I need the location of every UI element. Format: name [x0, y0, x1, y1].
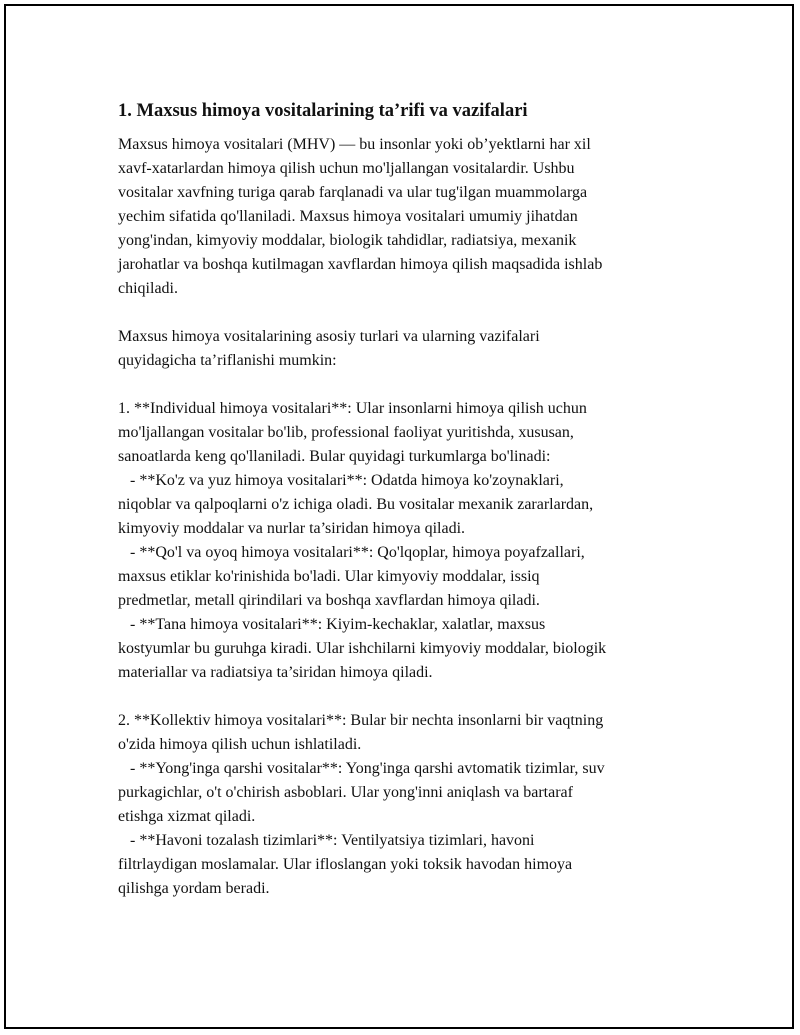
intro-paragraph [118, 133, 698, 301]
intro-line: yechim sifatida qo'llaniladi. Maxsus himoya vositalari umumiy jihatdan [118, 208, 578, 225]
types-intro-paragraph [118, 325, 698, 373]
intro-line: xavf-xatarlardan himoya qilish uchun mo'ljallangan vositalardir. Ushbu [118, 160, 575, 177]
section2-line: 2. **Kollektiv himoya vositalari**: Bular bir nechta insonlarni bir vaqtning [118, 712, 604, 729]
section1-line: niqoblar va qalpoqlarni o'z ichiga oladi. Bu vositalar mexanik zararlardan, [118, 496, 594, 513]
types-intro-line: quyidagicha ta’riflanishi mumkin: [118, 352, 337, 369]
section2-line: o'zida himoya qilish uchun ishlatiladi. [118, 736, 362, 753]
section2-line: etishga xizmat qiladi. [118, 808, 256, 825]
section1-line: mo'ljallangan vositalar bo'lib, professional faoliyat yuritishda, xususan, [118, 424, 574, 441]
intro-line: chiqiladi. [118, 280, 178, 297]
paragraph-gap [118, 373, 698, 397]
paragraph-gap [118, 685, 698, 709]
section1-line: kimyoviy moddalar va nurlar ta’siridan himoya qiladi. [118, 520, 466, 537]
individual-protection-section [118, 397, 698, 685]
section2-line: purkagichlar, o't o'chirish asboblari. Ular yong'inni aniqlash va bartaraf [118, 784, 573, 801]
section1-line: materiallar va radiatsiya ta’siridan himoya qiladi. [118, 664, 433, 681]
document-page [4, 4, 794, 1029]
intro-line: Maxsus himoya vositalari (MHV) — bu insonlar yoki ob’yektlarni har xil [118, 136, 591, 153]
intro-line: yong'indan, kimyoviy moddalar, biologik tahdidlar, radiatsiya, mexanik [118, 232, 577, 249]
paragraph-gap [118, 301, 698, 325]
section1-line: 1. **Individual himoya vositalari**: Ular insonlarni himoya qilish uchun [118, 400, 587, 417]
section2-line: qilishga yordam beradi. [118, 880, 270, 897]
section1-line: sanoatlarda keng qo'llaniladi. Bular quyidagi turkumlarga bo'linadi: [118, 448, 551, 465]
section-title: 1. Maxsus himoya vositalarining ta’rifi va vazifalari [118, 101, 528, 121]
intro-line: jarohatlar va boshqa kutilmagan xavflardan himoya qilish maqsadida ishlab [118, 256, 603, 273]
section2-line: - **Havoni tozalash tizimlari**: Ventilyatsiya tizimlari, havoni [118, 832, 535, 849]
collective-protection-section [118, 709, 698, 901]
types-intro-line: Maxsus himoya vositalarining asosiy turlari va ularning vazifalari [118, 328, 540, 345]
section2-line: filtrlaydigan moslamalar. Ular ifloslangan yoki toksik havodan himoya [118, 856, 573, 873]
section1-line: maxsus etiklar ko'rinishida bo'ladi. Ular kimyoviy moddalar, issiq [118, 568, 540, 585]
section1-line: - **Qo'l va oyoq himoya vositalari**: Qo'lqoplar, himoya poyafzallari, [118, 544, 585, 561]
intro-line: vositalar xavfning turiga qarab farqlanadi va ular tug'ilgan muammolarga [118, 184, 588, 201]
document-body [118, 99, 698, 901]
section2-line: - **Yong'inga qarshi vositalar**: Yong'inga qarshi avtomatik tizimlar, suv [118, 760, 605, 777]
section1-line: - **Ko'z va yuz himoya vositalari**: Odatda himoya ko'zoynaklari, [118, 472, 564, 489]
section1-line: - **Tana himoya vositalari**: Kiyim-kechaklar, xalatlar, maxsus [118, 616, 546, 633]
section1-line: predmetlar, metall qirindilari va boshqa xavflardan himoya qiladi. [118, 592, 540, 609]
section1-line: kostyumlar bu guruhga kiradi. Ular ishchilarni kimyoviy moddalar, biologik [118, 640, 607, 657]
